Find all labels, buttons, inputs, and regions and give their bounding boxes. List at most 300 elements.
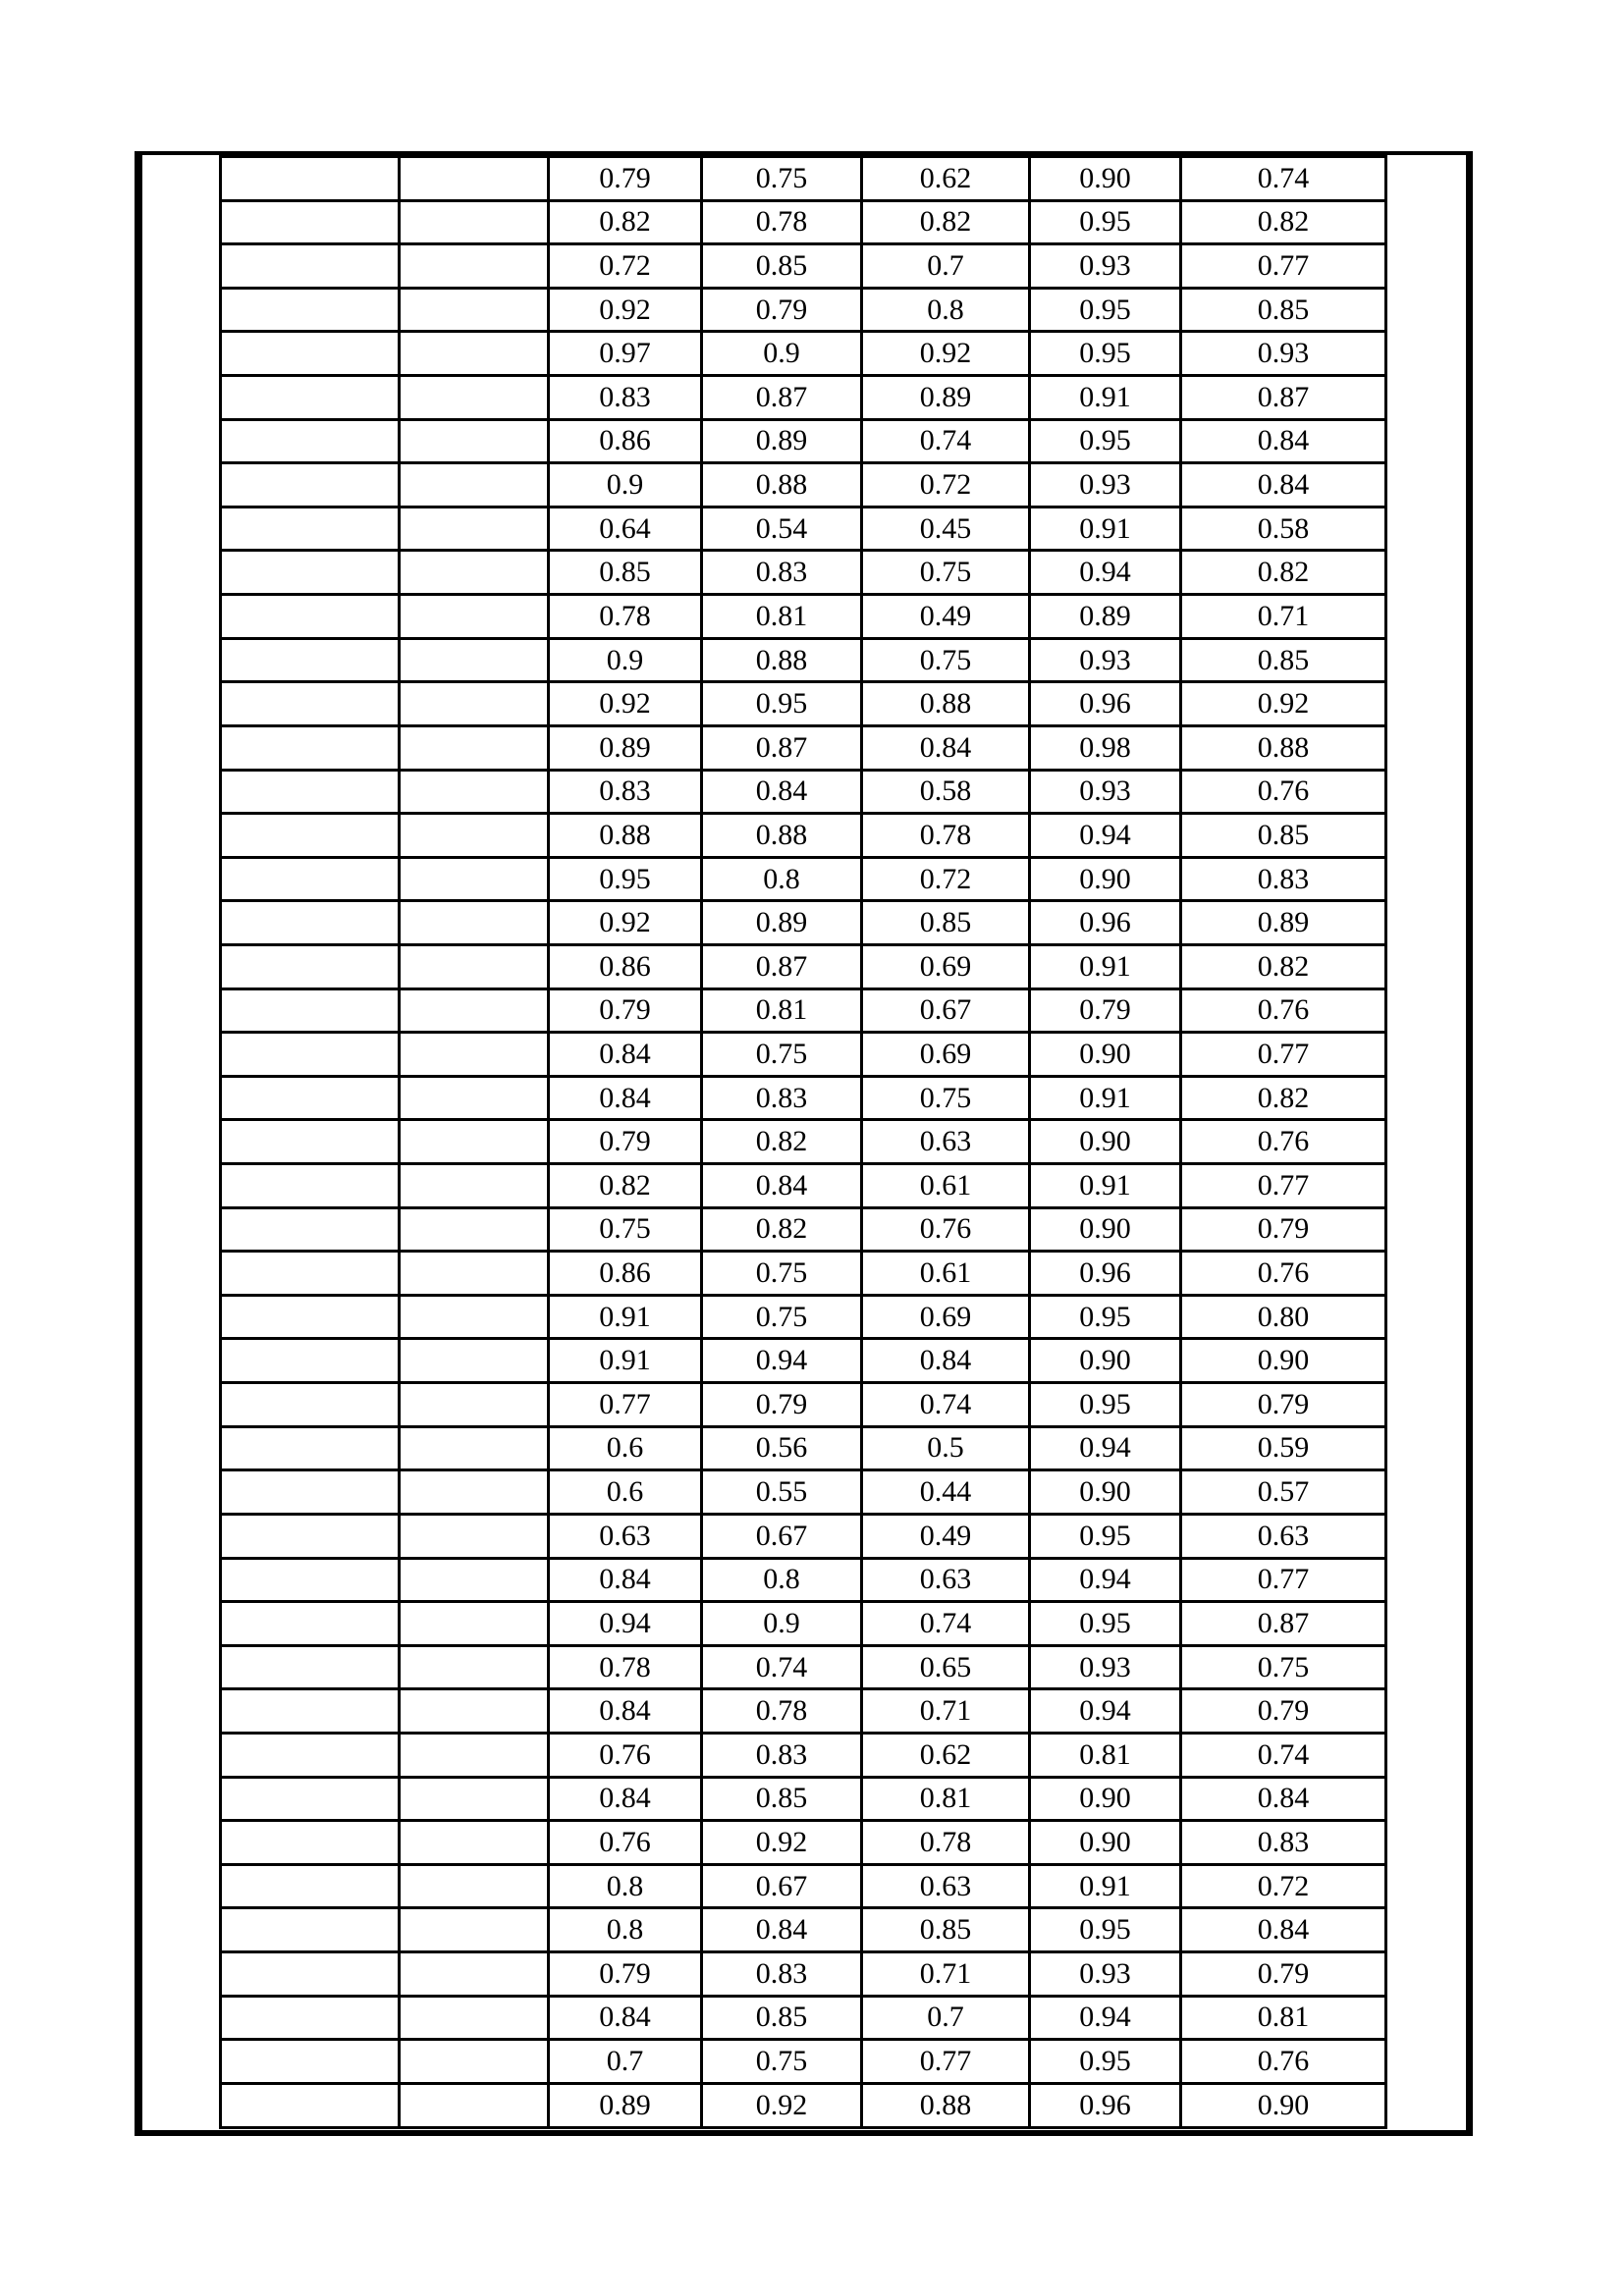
value-cell: 0.79 (1181, 1383, 1386, 1427)
empty-cell (400, 1602, 549, 1646)
table-row (221, 1120, 1386, 1164)
value-cell: 0.89 (1030, 595, 1181, 639)
value-cell: 0.9 (702, 1602, 862, 1646)
value-cell: 0.77 (1181, 1558, 1386, 1602)
value-cell: 0.82 (1181, 944, 1386, 988)
table-row (221, 1426, 1386, 1470)
value-cell: 0.79 (1181, 1951, 1386, 1996)
value-cell: 0.95 (1030, 1908, 1181, 1952)
value-cell: 0.83 (1181, 1821, 1386, 1865)
empty-cell (221, 200, 400, 244)
value-cell: 0.84 (862, 1339, 1030, 1383)
empty-cell (400, 901, 549, 945)
value-cell: 0.76 (1181, 988, 1386, 1033)
empty-cell (400, 1470, 549, 1515)
value-cell: 0.84 (1181, 1908, 1386, 1952)
empty-cell (221, 376, 400, 420)
empty-cell (221, 288, 400, 332)
left-margin-strip (142, 155, 219, 2130)
value-cell: 0.94 (1030, 1426, 1181, 1470)
value-cell: 0.91 (1030, 1164, 1181, 1208)
value-cell: 0.83 (549, 770, 702, 814)
value-cell: 0.94 (1030, 551, 1181, 595)
value-cell: 0.63 (549, 1514, 702, 1558)
empty-cell (221, 1426, 400, 1470)
value-cell: 0.74 (702, 1645, 862, 1689)
empty-cell (400, 1383, 549, 1427)
value-cell: 0.79 (549, 1120, 702, 1164)
value-cell: 0.92 (1181, 682, 1386, 726)
table-row (221, 1383, 1386, 1427)
value-cell: 0.74 (1181, 157, 1386, 201)
value-cell: 0.69 (862, 1033, 1030, 1077)
value-cell: 0.95 (1030, 419, 1181, 463)
empty-cell (221, 1076, 400, 1120)
value-cell: 0.9 (549, 638, 702, 682)
value-cell: 0.98 (1030, 725, 1181, 770)
value-cell: 0.79 (1181, 1207, 1386, 1252)
empty-cell (221, 1602, 400, 1646)
value-cell: 0.90 (1030, 157, 1181, 201)
value-cell: 0.88 (549, 814, 702, 858)
value-cell: 0.96 (1030, 2083, 1181, 2127)
value-cell: 0.83 (549, 376, 702, 420)
empty-cell (221, 507, 400, 551)
empty-cell (400, 1252, 549, 1296)
value-cell: 0.96 (1030, 1252, 1181, 1296)
empty-cell (400, 2040, 549, 2084)
empty-cell (400, 988, 549, 1033)
value-cell: 0.92 (549, 288, 702, 332)
value-cell: 0.93 (1030, 638, 1181, 682)
empty-cell (400, 1951, 549, 1996)
empty-cell (400, 1076, 549, 1120)
value-cell: 0.84 (1181, 463, 1386, 507)
table-row (221, 2040, 1386, 2084)
value-cell: 0.83 (702, 1076, 862, 1120)
value-cell: 0.54 (702, 507, 862, 551)
empty-cell (221, 1996, 400, 2040)
value-cell: 0.94 (702, 1339, 862, 1383)
value-cell: 0.93 (1030, 244, 1181, 289)
value-cell: 0.93 (1181, 332, 1386, 376)
value-cell: 0.92 (549, 901, 702, 945)
empty-cell (400, 157, 549, 201)
empty-cell (400, 770, 549, 814)
value-cell: 0.76 (862, 1207, 1030, 1252)
value-cell: 0.71 (862, 1951, 1030, 1996)
value-cell: 0.91 (1030, 376, 1181, 420)
empty-cell (400, 595, 549, 639)
value-cell: 0.59 (1181, 1426, 1386, 1470)
value-cell: 0.96 (1030, 901, 1181, 945)
table-row (221, 1295, 1386, 1339)
value-cell: 0.79 (1030, 988, 1181, 1033)
value-cell: 0.88 (862, 2083, 1030, 2127)
value-cell: 0.84 (549, 1033, 702, 1077)
value-cell: 0.6 (549, 1426, 702, 1470)
empty-cell (400, 419, 549, 463)
empty-cell (221, 770, 400, 814)
empty-cell (221, 1645, 400, 1689)
value-cell: 0.75 (549, 1207, 702, 1252)
empty-cell (221, 2083, 400, 2127)
value-cell: 0.83 (702, 1951, 862, 1996)
empty-cell (400, 463, 549, 507)
value-cell: 0.7 (862, 244, 1030, 289)
value-cell: 0.85 (862, 1908, 1030, 1952)
value-cell: 0.58 (1181, 507, 1386, 551)
empty-cell (221, 2040, 400, 2084)
right-margin-strip (1387, 155, 1466, 2130)
empty-cell (221, 814, 400, 858)
value-cell: 0.79 (549, 988, 702, 1033)
value-cell: 0.81 (1181, 1996, 1386, 2040)
empty-cell (400, 857, 549, 901)
empty-cell (221, 857, 400, 901)
table-row (221, 1602, 1386, 1646)
value-cell: 0.90 (1030, 1777, 1181, 1821)
empty-cell (221, 682, 400, 726)
empty-cell (400, 682, 549, 726)
table-row (221, 288, 1386, 332)
empty-cell (400, 1295, 549, 1339)
value-cell: 0.76 (1181, 1252, 1386, 1296)
value-cell: 0.84 (702, 770, 862, 814)
value-cell: 0.75 (862, 551, 1030, 595)
empty-cell (221, 463, 400, 507)
value-cell: 0.90 (1181, 1339, 1386, 1383)
table-row (221, 682, 1386, 726)
value-cell: 0.87 (702, 944, 862, 988)
empty-cell (221, 988, 400, 1033)
empty-cell (400, 1777, 549, 1821)
empty-cell (400, 1908, 549, 1952)
value-cell: 0.76 (1181, 1120, 1386, 1164)
value-cell: 0.49 (862, 595, 1030, 639)
value-cell: 0.82 (1181, 200, 1386, 244)
value-cell: 0.69 (862, 944, 1030, 988)
table-row (221, 1558, 1386, 1602)
empty-cell (221, 332, 400, 376)
data-table (219, 155, 1387, 2129)
value-cell: 0.84 (1181, 1777, 1386, 1821)
value-cell: 0.95 (1030, 1602, 1181, 1646)
empty-cell (221, 901, 400, 945)
empty-cell (400, 1645, 549, 1689)
empty-cell (400, 376, 549, 420)
value-cell: 0.95 (1030, 288, 1181, 332)
value-cell: 0.81 (702, 595, 862, 639)
table-row (221, 1076, 1386, 1120)
table-row (221, 1033, 1386, 1077)
value-cell: 0.79 (549, 157, 702, 201)
value-cell: 0.84 (549, 1558, 702, 1602)
value-cell: 0.74 (1181, 1733, 1386, 1777)
value-cell: 0.78 (862, 814, 1030, 858)
empty-cell (400, 944, 549, 988)
table-row (221, 1951, 1386, 1996)
empty-cell (221, 1164, 400, 1208)
empty-cell (400, 1120, 549, 1164)
empty-cell (221, 725, 400, 770)
value-cell: 0.82 (549, 1164, 702, 1208)
value-cell: 0.77 (549, 1383, 702, 1427)
value-cell: 0.95 (702, 682, 862, 726)
value-cell: 0.93 (1030, 1645, 1181, 1689)
empty-cell (221, 1951, 400, 1996)
value-cell: 0.94 (1030, 814, 1181, 858)
empty-cell (400, 1996, 549, 2040)
value-cell: 0.85 (1181, 638, 1386, 682)
empty-cell (400, 200, 549, 244)
table-row (221, 1864, 1386, 1908)
value-cell: 0.84 (702, 1908, 862, 1952)
value-cell: 0.90 (1030, 1120, 1181, 1164)
value-cell: 0.77 (862, 2040, 1030, 2084)
value-cell: 0.72 (862, 857, 1030, 901)
empty-cell (221, 1514, 400, 1558)
value-cell: 0.69 (862, 1295, 1030, 1339)
value-cell: 0.90 (1030, 857, 1181, 901)
value-cell: 0.78 (702, 200, 862, 244)
value-cell: 0.45 (862, 507, 1030, 551)
value-cell: 0.91 (549, 1295, 702, 1339)
value-cell: 0.57 (1181, 1470, 1386, 1515)
table-row (221, 1252, 1386, 1296)
value-cell: 0.97 (549, 332, 702, 376)
value-cell: 0.78 (549, 1645, 702, 1689)
value-cell: 0.84 (549, 1076, 702, 1120)
value-cell: 0.67 (702, 1514, 862, 1558)
value-cell: 0.8 (862, 288, 1030, 332)
table-row (221, 1514, 1386, 1558)
value-cell: 0.84 (549, 1689, 702, 1734)
value-cell: 0.84 (1181, 419, 1386, 463)
empty-cell (400, 1864, 549, 1908)
value-cell: 0.85 (702, 1996, 862, 2040)
table-row (221, 1164, 1386, 1208)
value-cell: 0.88 (702, 638, 862, 682)
value-cell: 0.87 (1181, 1602, 1386, 1646)
value-cell: 0.71 (1181, 595, 1386, 639)
value-cell: 0.85 (1181, 814, 1386, 858)
value-cell: 0.74 (862, 1383, 1030, 1427)
empty-cell (400, 1164, 549, 1208)
value-cell: 0.91 (1030, 944, 1181, 988)
table-row (221, 2083, 1386, 2127)
empty-cell (221, 1470, 400, 1515)
value-cell: 0.88 (702, 814, 862, 858)
value-cell: 0.56 (702, 1426, 862, 1470)
table-row (221, 332, 1386, 376)
value-cell: 0.72 (862, 463, 1030, 507)
value-cell: 0.83 (1181, 857, 1386, 901)
value-cell: 0.82 (862, 200, 1030, 244)
value-cell: 0.76 (1181, 2040, 1386, 2084)
value-cell: 0.95 (1030, 200, 1181, 244)
value-cell: 0.91 (1030, 507, 1181, 551)
table-row (221, 857, 1386, 901)
value-cell: 0.84 (549, 1777, 702, 1821)
value-cell: 0.88 (702, 463, 862, 507)
value-cell: 0.85 (702, 244, 862, 289)
value-cell: 0.92 (702, 1821, 862, 1865)
value-cell: 0.82 (702, 1207, 862, 1252)
table-row (221, 244, 1386, 289)
value-cell: 0.81 (862, 1777, 1030, 1821)
value-cell: 0.75 (862, 1076, 1030, 1120)
value-cell: 0.76 (549, 1733, 702, 1777)
value-cell: 0.82 (1181, 1076, 1386, 1120)
value-cell: 0.90 (1030, 1207, 1181, 1252)
value-cell: 0.74 (862, 1602, 1030, 1646)
value-cell: 0.79 (702, 288, 862, 332)
value-cell: 0.65 (862, 1645, 1030, 1689)
value-cell: 0.74 (862, 419, 1030, 463)
value-cell: 0.67 (862, 988, 1030, 1033)
table-row (221, 200, 1386, 244)
table-row (221, 638, 1386, 682)
value-cell: 0.82 (1181, 551, 1386, 595)
value-cell: 0.77 (1181, 244, 1386, 289)
value-cell: 0.72 (1181, 1864, 1386, 1908)
value-cell: 0.75 (702, 1033, 862, 1077)
value-cell: 0.86 (549, 419, 702, 463)
empty-cell (400, 814, 549, 858)
value-cell: 0.79 (702, 1383, 862, 1427)
value-cell: 0.9 (549, 463, 702, 507)
table-row (221, 419, 1386, 463)
value-cell: 0.88 (1181, 725, 1386, 770)
empty-cell (221, 1558, 400, 1602)
value-cell: 0.76 (549, 1821, 702, 1865)
value-cell: 0.94 (1030, 1689, 1181, 1734)
table-row (221, 1821, 1386, 1865)
value-cell: 0.63 (862, 1864, 1030, 1908)
empty-cell (400, 1689, 549, 1734)
value-cell: 0.89 (549, 2083, 702, 2127)
value-cell: 0.62 (862, 157, 1030, 201)
value-cell: 0.84 (702, 1164, 862, 1208)
value-cell: 0.75 (702, 157, 862, 201)
value-cell: 0.85 (1181, 288, 1386, 332)
table-row (221, 1908, 1386, 1952)
value-cell: 0.90 (1030, 1339, 1181, 1383)
value-cell: 0.67 (702, 1864, 862, 1908)
empty-cell (221, 1033, 400, 1077)
value-cell: 0.58 (862, 770, 1030, 814)
value-cell: 0.76 (1181, 770, 1386, 814)
table-row (221, 1733, 1386, 1777)
value-cell: 0.83 (702, 1733, 862, 1777)
value-cell: 0.9 (702, 332, 862, 376)
value-cell: 0.85 (862, 901, 1030, 945)
empty-cell (221, 944, 400, 988)
empty-cell (400, 288, 549, 332)
value-cell: 0.85 (549, 551, 702, 595)
empty-cell (221, 1733, 400, 1777)
table-row (221, 1996, 1386, 2040)
value-cell: 0.8 (702, 1558, 862, 1602)
value-cell: 0.61 (862, 1252, 1030, 1296)
empty-cell (221, 1821, 400, 1865)
table-row (221, 463, 1386, 507)
table-row (221, 1470, 1386, 1515)
value-cell: 0.94 (549, 1602, 702, 1646)
table-row (221, 988, 1386, 1033)
empty-cell (400, 1733, 549, 1777)
table-row (221, 901, 1386, 945)
empty-cell (221, 1339, 400, 1383)
value-cell: 0.82 (702, 1120, 862, 1164)
value-cell: 0.95 (1030, 1514, 1181, 1558)
value-cell: 0.79 (549, 1951, 702, 1996)
value-cell: 0.75 (702, 2040, 862, 2084)
empty-cell (400, 244, 549, 289)
value-cell: 0.8 (702, 857, 862, 901)
value-cell: 0.44 (862, 1470, 1030, 1515)
value-cell: 0.87 (1181, 376, 1386, 420)
value-cell: 0.63 (862, 1558, 1030, 1602)
value-cell: 0.95 (1030, 2040, 1181, 2084)
value-cell: 0.89 (1181, 901, 1386, 945)
value-cell: 0.7 (862, 1996, 1030, 2040)
value-cell: 0.79 (1181, 1689, 1386, 1734)
value-cell: 0.8 (549, 1908, 702, 1952)
value-cell: 0.91 (1030, 1864, 1181, 1908)
empty-cell (400, 551, 549, 595)
value-cell: 0.86 (549, 944, 702, 988)
empty-cell (221, 419, 400, 463)
empty-cell (400, 1514, 549, 1558)
value-cell: 0.93 (1030, 463, 1181, 507)
table-row (221, 770, 1386, 814)
empty-cell (221, 551, 400, 595)
value-cell: 0.95 (549, 857, 702, 901)
value-cell: 0.78 (862, 1821, 1030, 1865)
page-frame (135, 151, 1473, 2136)
value-cell: 0.63 (862, 1120, 1030, 1164)
table-row (221, 376, 1386, 420)
table-row (221, 1777, 1386, 1821)
empty-cell (221, 1689, 400, 1734)
empty-cell (221, 157, 400, 201)
value-cell: 0.77 (1181, 1033, 1386, 1077)
table-body (221, 157, 1386, 2128)
table-row (221, 1689, 1386, 1734)
empty-cell (400, 1426, 549, 1470)
empty-cell (400, 2083, 549, 2127)
empty-cell (221, 1120, 400, 1164)
value-cell: 0.92 (862, 332, 1030, 376)
table-row (221, 595, 1386, 639)
value-cell: 0.87 (702, 376, 862, 420)
value-cell: 0.81 (1030, 1733, 1181, 1777)
value-cell: 0.49 (862, 1514, 1030, 1558)
table-row (221, 551, 1386, 595)
value-cell: 0.94 (1030, 1996, 1181, 2040)
empty-cell (221, 1864, 400, 1908)
table-row (221, 1645, 1386, 1689)
value-cell: 0.77 (1181, 1164, 1386, 1208)
value-cell: 0.89 (702, 419, 862, 463)
value-cell: 0.62 (862, 1733, 1030, 1777)
value-cell: 0.75 (702, 1295, 862, 1339)
value-cell: 0.92 (549, 682, 702, 726)
value-cell: 0.95 (1030, 1295, 1181, 1339)
value-cell: 0.75 (862, 638, 1030, 682)
